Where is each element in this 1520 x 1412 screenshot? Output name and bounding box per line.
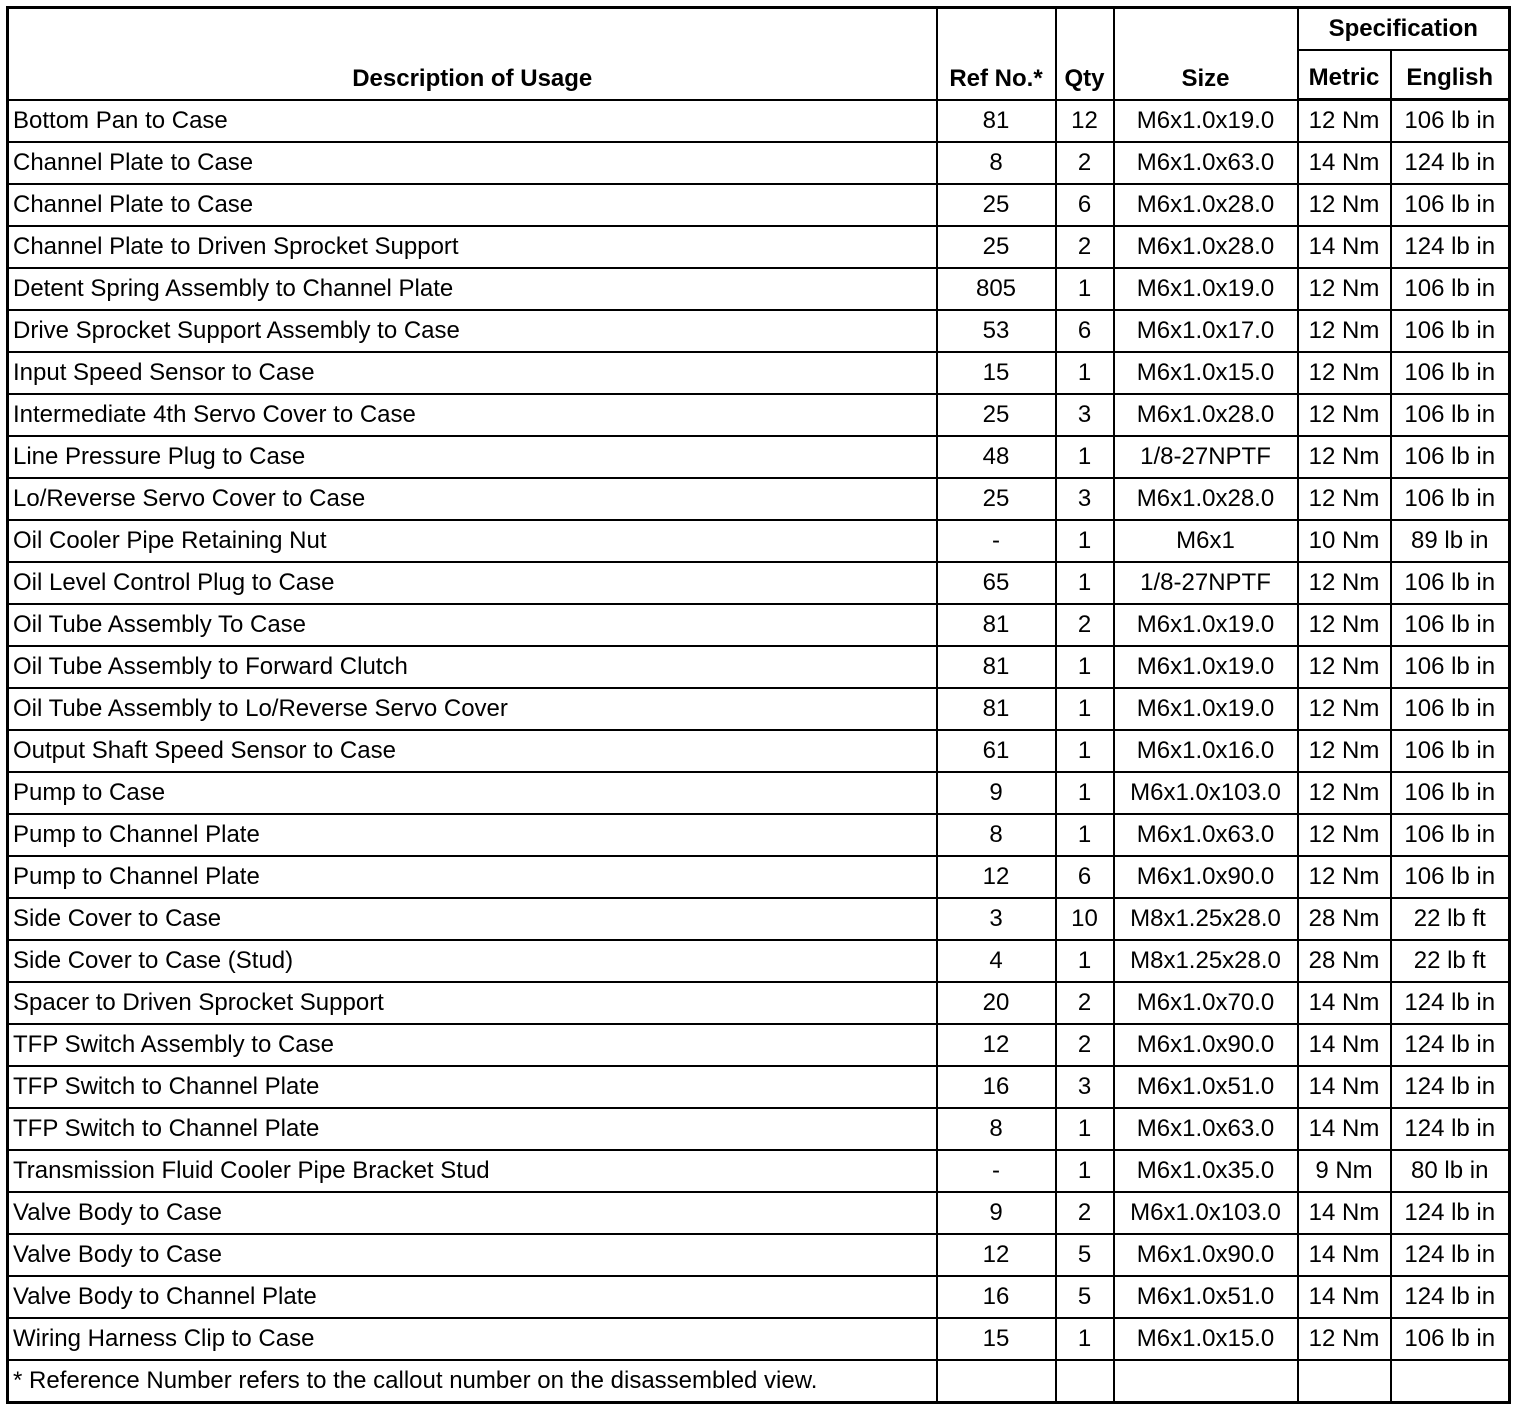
cell-ref-no: 12	[937, 1234, 1056, 1276]
cell-ref-no: 9	[937, 1192, 1056, 1234]
table-row	[8, 1024, 1510, 1066]
cell-qty: 3	[1056, 478, 1114, 520]
cell-ref-no: 81	[937, 688, 1056, 730]
cell-qty: 1	[1056, 730, 1114, 772]
table-footer	[8, 1360, 1510, 1403]
cell-description: Oil Tube Assembly To Case	[8, 604, 937, 646]
cell-size: M6x1.0x28.0	[1114, 478, 1298, 520]
cell-size: M6x1.0x28.0	[1114, 184, 1298, 226]
cell-qty: 1	[1056, 688, 1114, 730]
table-row	[8, 1066, 1510, 1108]
table-row	[8, 898, 1510, 940]
cell-size: M8x1.25x28.0	[1114, 940, 1298, 982]
cell-english: 124 lb in	[1391, 1108, 1510, 1150]
cell-size: M6x1.0x19.0	[1114, 100, 1298, 143]
cell-ref-no: 3	[937, 898, 1056, 940]
table-row	[8, 814, 1510, 856]
cell-qty: 1	[1056, 772, 1114, 814]
cell-description: Line Pressure Plug to Case	[8, 436, 937, 478]
cell-ref-no: 12	[937, 856, 1056, 898]
cell-description: Output Shaft Speed Sensor to Case	[8, 730, 937, 772]
cell-qty: 1	[1056, 646, 1114, 688]
table-body	[8, 100, 1510, 1361]
cell-qty: 1	[1056, 1318, 1114, 1360]
cell-ref-no: 25	[937, 226, 1056, 268]
cell-qty: 1	[1056, 1108, 1114, 1150]
cell-description: Oil Tube Assembly to Forward Clutch	[8, 646, 937, 688]
table-row	[8, 520, 1510, 562]
cell-size: M6x1	[1114, 520, 1298, 562]
cell-description: Lo/Reverse Servo Cover to Case	[8, 478, 937, 520]
cell-metric: 10 Nm	[1298, 520, 1391, 562]
cell-size: M6x1.0x35.0	[1114, 1150, 1298, 1192]
cell-metric: 14 Nm	[1298, 1024, 1391, 1066]
cell-description: Valve Body to Case	[8, 1192, 937, 1234]
cell-description: Intermediate 4th Servo Cover to Case	[8, 394, 937, 436]
cell-description: Channel Plate to Case	[8, 184, 937, 226]
table-row	[8, 478, 1510, 520]
cell-english: 106 lb in	[1391, 562, 1510, 604]
cell-description: TFP Switch to Channel Plate	[8, 1108, 937, 1150]
cell-size: M6x1.0x63.0	[1114, 142, 1298, 184]
cell-english: 124 lb in	[1391, 1276, 1510, 1318]
cell-ref-no: 4	[937, 940, 1056, 982]
cell-ref-no: 25	[937, 184, 1056, 226]
cell-description: Valve Body to Case	[8, 1234, 937, 1276]
cell-size: M6x1.0x51.0	[1114, 1066, 1298, 1108]
cell-metric: 12 Nm	[1298, 730, 1391, 772]
cell-metric: 12 Nm	[1298, 352, 1391, 394]
cell-qty: 1	[1056, 436, 1114, 478]
cell-qty: 3	[1056, 1066, 1114, 1108]
table-row	[8, 1276, 1510, 1318]
table-row	[8, 1150, 1510, 1192]
table-row	[8, 436, 1510, 478]
cell-size: M6x1.0x28.0	[1114, 394, 1298, 436]
cell-english: 124 lb in	[1391, 1066, 1510, 1108]
cell-english: 106 lb in	[1391, 814, 1510, 856]
cell-description: Transmission Fluid Cooler Pipe Bracket Stud	[8, 1150, 937, 1192]
cell-ref-no: 20	[937, 982, 1056, 1024]
cell-ref-no: -	[937, 520, 1056, 562]
cell-metric: 12 Nm	[1298, 562, 1391, 604]
cell-metric: 12 Nm	[1298, 1318, 1391, 1360]
cell-ref-no: -	[937, 1150, 1056, 1192]
cell-qty: 1	[1056, 562, 1114, 604]
cell-ref-no: 805	[937, 268, 1056, 310]
cell-size: M6x1.0x28.0	[1114, 226, 1298, 268]
cell-english: 22 lb ft	[1391, 940, 1510, 982]
cell-description: Oil Level Control Plug to Case	[8, 562, 937, 604]
cell-metric: 12 Nm	[1298, 604, 1391, 646]
footnote-empty-cell	[937, 1360, 1056, 1403]
cell-ref-no: 12	[937, 1024, 1056, 1066]
table-row	[8, 772, 1510, 814]
cell-metric: 14 Nm	[1298, 1234, 1391, 1276]
cell-size: M6x1.0x19.0	[1114, 604, 1298, 646]
cell-qty: 6	[1056, 856, 1114, 898]
cell-ref-no: 81	[937, 604, 1056, 646]
table-row	[8, 184, 1510, 226]
cell-ref-no: 81	[937, 100, 1056, 143]
cell-english: 106 lb in	[1391, 310, 1510, 352]
cell-description: Wiring Harness Clip to Case	[8, 1318, 937, 1360]
torque-spec-table	[6, 6, 1511, 1404]
cell-size: M6x1.0x90.0	[1114, 1024, 1298, 1066]
cell-english: 124 lb in	[1391, 226, 1510, 268]
cell-description: Drive Sprocket Support Assembly to Case	[8, 310, 937, 352]
cell-metric: 12 Nm	[1298, 184, 1391, 226]
cell-english: 106 lb in	[1391, 436, 1510, 478]
cell-english: 106 lb in	[1391, 184, 1510, 226]
cell-english: 106 lb in	[1391, 100, 1510, 143]
cell-size: 1/8-27NPTF	[1114, 562, 1298, 604]
cell-size: M6x1.0x90.0	[1114, 1234, 1298, 1276]
cell-ref-no: 16	[937, 1066, 1056, 1108]
cell-qty: 2	[1056, 982, 1114, 1024]
cell-english: 106 lb in	[1391, 688, 1510, 730]
cell-qty: 1	[1056, 814, 1114, 856]
header-qty: Qty	[1056, 8, 1114, 100]
cell-description: Detent Spring Assembly to Channel Plate	[8, 268, 937, 310]
cell-size: M6x1.0x70.0	[1114, 982, 1298, 1024]
table-row	[8, 1234, 1510, 1276]
cell-size: M6x1.0x103.0	[1114, 1192, 1298, 1234]
table-header	[8, 8, 1510, 100]
cell-qty: 2	[1056, 604, 1114, 646]
cell-description: Side Cover to Case	[8, 898, 937, 940]
cell-ref-no: 8	[937, 142, 1056, 184]
cell-qty: 1	[1056, 940, 1114, 982]
table-row	[8, 1192, 1510, 1234]
cell-ref-no: 9	[937, 772, 1056, 814]
cell-description: Side Cover to Case (Stud)	[8, 940, 937, 982]
cell-metric: 14 Nm	[1298, 1108, 1391, 1150]
cell-ref-no: 25	[937, 478, 1056, 520]
cell-metric: 14 Nm	[1298, 1192, 1391, 1234]
cell-description: Spacer to Driven Sprocket Support	[8, 982, 937, 1024]
cell-metric: 12 Nm	[1298, 856, 1391, 898]
cell-english: 106 lb in	[1391, 268, 1510, 310]
table-row	[8, 268, 1510, 310]
cell-metric: 9 Nm	[1298, 1150, 1391, 1192]
cell-qty: 2	[1056, 1192, 1114, 1234]
cell-qty: 1	[1056, 352, 1114, 394]
table-row	[8, 604, 1510, 646]
cell-metric: 12 Nm	[1298, 394, 1391, 436]
cell-size: 1/8-27NPTF	[1114, 436, 1298, 478]
cell-description: Oil Tube Assembly to Lo/Reverse Servo Cover	[8, 688, 937, 730]
cell-ref-no: 65	[937, 562, 1056, 604]
table-row	[8, 730, 1510, 772]
cell-english: 80 lb in	[1391, 1150, 1510, 1192]
cell-metric: 12 Nm	[1298, 478, 1391, 520]
cell-english: 124 lb in	[1391, 142, 1510, 184]
footnote-empty-cell	[1056, 1360, 1114, 1403]
cell-english: 106 lb in	[1391, 730, 1510, 772]
cell-english: 106 lb in	[1391, 646, 1510, 688]
cell-metric: 14 Nm	[1298, 226, 1391, 268]
cell-english: 106 lb in	[1391, 772, 1510, 814]
cell-size: M8x1.25x28.0	[1114, 898, 1298, 940]
table-row	[8, 982, 1510, 1024]
footnote-empty-cell	[1114, 1360, 1298, 1403]
cell-metric: 12 Nm	[1298, 100, 1391, 143]
cell-qty: 2	[1056, 226, 1114, 268]
cell-description: Channel Plate to Driven Sprocket Support	[8, 226, 937, 268]
cell-ref-no: 16	[937, 1276, 1056, 1318]
cell-english: 106 lb in	[1391, 352, 1510, 394]
cell-description: TFP Switch to Channel Plate	[8, 1066, 937, 1108]
table-row	[8, 1108, 1510, 1150]
cell-metric: 12 Nm	[1298, 814, 1391, 856]
cell-qty: 1	[1056, 520, 1114, 562]
cell-size: M6x1.0x16.0	[1114, 730, 1298, 772]
cell-description: Pump to Channel Plate	[8, 814, 937, 856]
cell-ref-no: 15	[937, 352, 1056, 394]
table-row	[8, 226, 1510, 268]
cell-qty: 10	[1056, 898, 1114, 940]
cell-english: 89 lb in	[1391, 520, 1510, 562]
cell-metric: 12 Nm	[1298, 310, 1391, 352]
table-row	[8, 100, 1510, 143]
cell-qty: 12	[1056, 100, 1114, 143]
cell-metric: 12 Nm	[1298, 268, 1391, 310]
table-row	[8, 1318, 1510, 1360]
cell-qty: 2	[1056, 142, 1114, 184]
cell-qty: 5	[1056, 1234, 1114, 1276]
cell-size: M6x1.0x63.0	[1114, 1108, 1298, 1150]
cell-qty: 5	[1056, 1276, 1114, 1318]
footnote-empty-cell	[1391, 1360, 1510, 1403]
cell-english: 124 lb in	[1391, 982, 1510, 1024]
cell-size: M6x1.0x63.0	[1114, 814, 1298, 856]
table-row	[8, 310, 1510, 352]
cell-description: Bottom Pan to Case	[8, 100, 937, 143]
cell-size: M6x1.0x19.0	[1114, 646, 1298, 688]
cell-ref-no: 25	[937, 394, 1056, 436]
cell-description: Valve Body to Channel Plate	[8, 1276, 937, 1318]
cell-ref-no: 48	[937, 436, 1056, 478]
cell-metric: 12 Nm	[1298, 646, 1391, 688]
cell-english: 106 lb in	[1391, 478, 1510, 520]
cell-ref-no: 53	[937, 310, 1056, 352]
table-row	[8, 856, 1510, 898]
cell-size: M6x1.0x103.0	[1114, 772, 1298, 814]
header-metric: Metric	[1298, 50, 1391, 100]
cell-english: 106 lb in	[1391, 1318, 1510, 1360]
footnote-empty-cell	[1298, 1360, 1391, 1403]
cell-english: 124 lb in	[1391, 1024, 1510, 1066]
cell-metric: 12 Nm	[1298, 436, 1391, 478]
cell-qty: 2	[1056, 1024, 1114, 1066]
cell-description: Input Speed Sensor to Case	[8, 352, 937, 394]
cell-description: Pump to Channel Plate	[8, 856, 937, 898]
cell-metric: 28 Nm	[1298, 940, 1391, 982]
cell-qty: 3	[1056, 394, 1114, 436]
header-english: English	[1391, 50, 1510, 100]
cell-metric: 12 Nm	[1298, 688, 1391, 730]
cell-english: 106 lb in	[1391, 394, 1510, 436]
table-row	[8, 940, 1510, 982]
cell-description: Pump to Case	[8, 772, 937, 814]
cell-english: 106 lb in	[1391, 604, 1510, 646]
header-specification: Specification	[1298, 8, 1510, 51]
header-ref-no: Ref No.*	[937, 8, 1056, 100]
cell-english: 22 lb ft	[1391, 898, 1510, 940]
table-row	[8, 646, 1510, 688]
cell-description: Oil Cooler Pipe Retaining Nut	[8, 520, 937, 562]
cell-qty: 1	[1056, 1150, 1114, 1192]
cell-description: Channel Plate to Case	[8, 142, 937, 184]
cell-metric: 14 Nm	[1298, 982, 1391, 1024]
table-row	[8, 688, 1510, 730]
table-row	[8, 352, 1510, 394]
cell-metric: 14 Nm	[1298, 1066, 1391, 1108]
cell-qty: 6	[1056, 310, 1114, 352]
cell-size: M6x1.0x90.0	[1114, 856, 1298, 898]
header-size: Size	[1114, 8, 1298, 100]
cell-ref-no: 81	[937, 646, 1056, 688]
table-row	[8, 562, 1510, 604]
cell-english: 124 lb in	[1391, 1192, 1510, 1234]
cell-size: M6x1.0x15.0	[1114, 352, 1298, 394]
cell-description: TFP Switch Assembly to Case	[8, 1024, 937, 1066]
cell-ref-no: 61	[937, 730, 1056, 772]
cell-size: M6x1.0x17.0	[1114, 310, 1298, 352]
cell-metric: 12 Nm	[1298, 772, 1391, 814]
cell-size: M6x1.0x51.0	[1114, 1276, 1298, 1318]
cell-size: M6x1.0x19.0	[1114, 688, 1298, 730]
cell-ref-no: 15	[937, 1318, 1056, 1360]
cell-ref-no: 8	[937, 814, 1056, 856]
footnote: * Reference Number refers to the callout number on the disassembled view.	[8, 1360, 937, 1403]
header-description: Description of Usage	[8, 8, 937, 100]
table-row	[8, 394, 1510, 436]
cell-metric: 28 Nm	[1298, 898, 1391, 940]
cell-english: 106 lb in	[1391, 856, 1510, 898]
cell-english: 124 lb in	[1391, 1234, 1510, 1276]
cell-ref-no: 8	[937, 1108, 1056, 1150]
table-row	[8, 142, 1510, 184]
cell-qty: 6	[1056, 184, 1114, 226]
cell-size: M6x1.0x19.0	[1114, 268, 1298, 310]
footnote-row	[8, 1360, 1510, 1403]
cell-metric: 14 Nm	[1298, 142, 1391, 184]
cell-qty: 1	[1056, 268, 1114, 310]
cell-size: M6x1.0x15.0	[1114, 1318, 1298, 1360]
cell-metric: 14 Nm	[1298, 1276, 1391, 1318]
header-row	[8, 8, 1510, 51]
